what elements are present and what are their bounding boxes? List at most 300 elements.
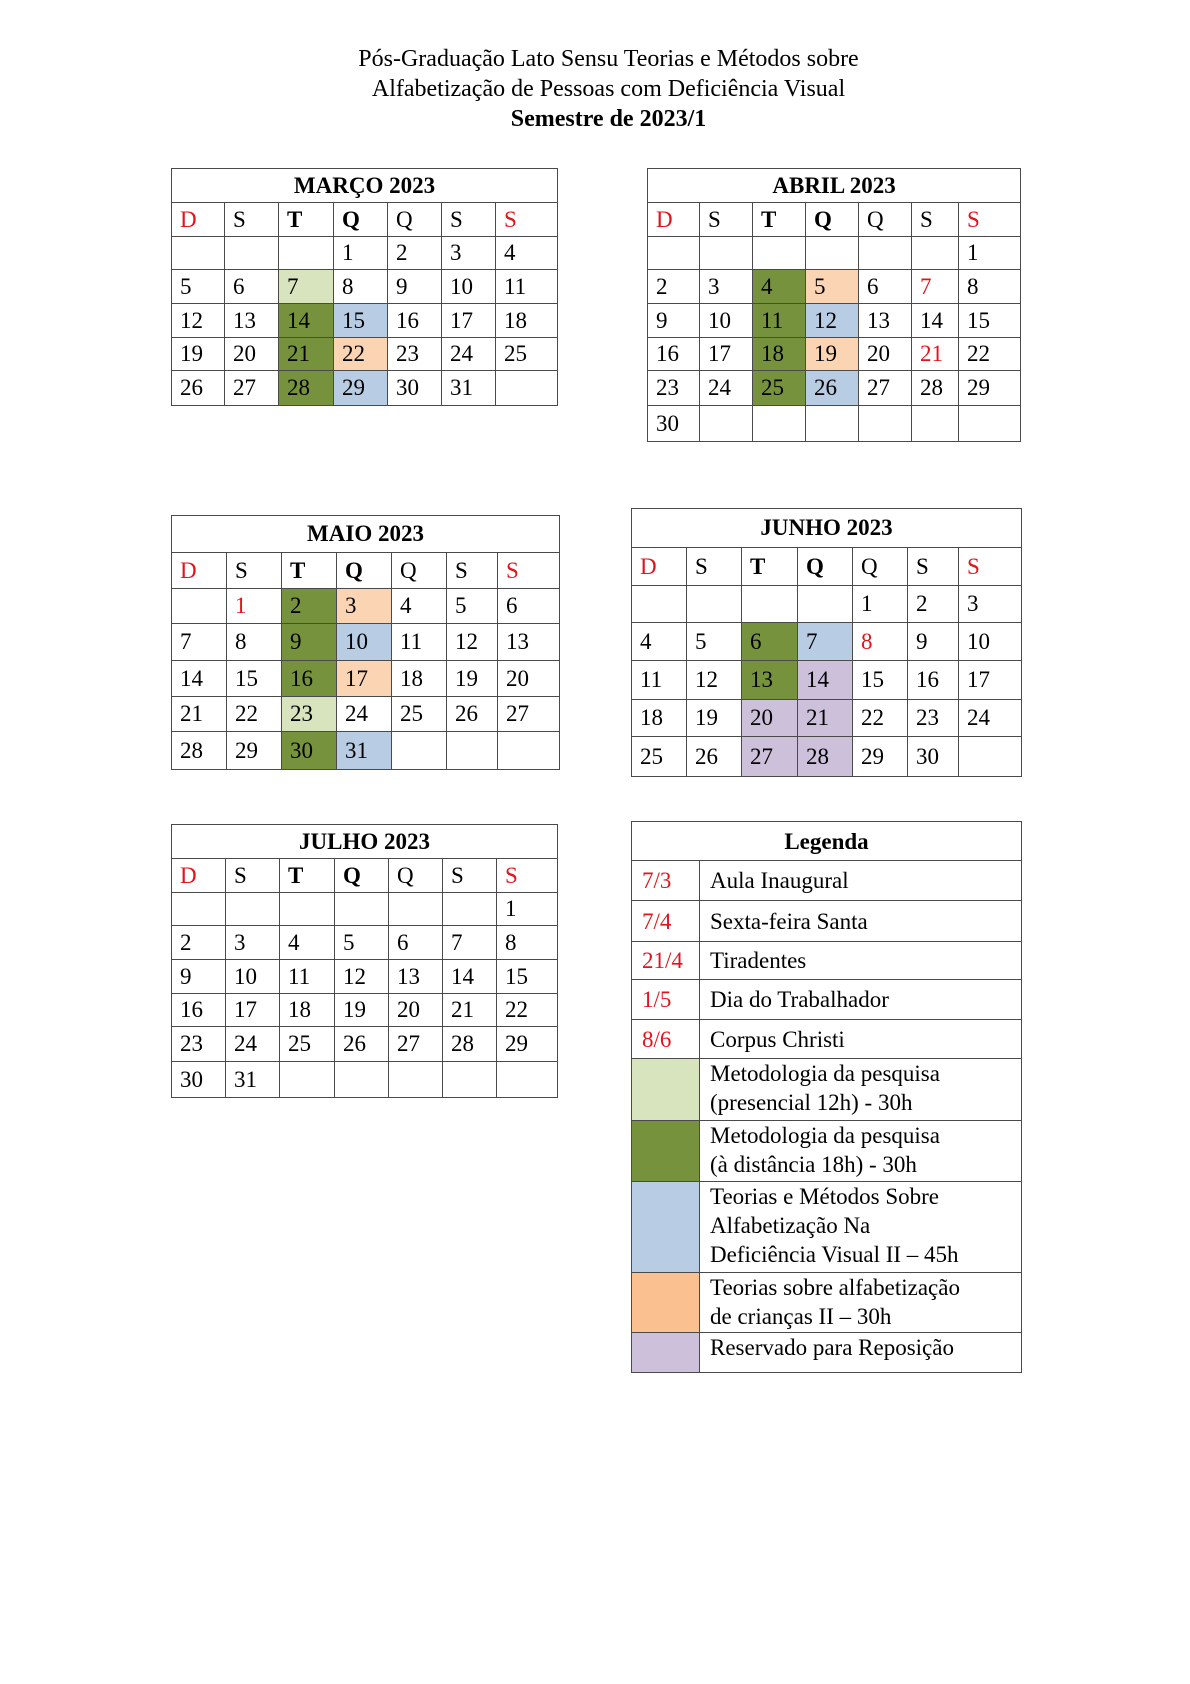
day-cell: 9 (908, 623, 959, 661)
day-cell: 8 (334, 270, 388, 304)
weekday-sunday: D (172, 203, 225, 237)
day-cell: 7 (172, 624, 227, 661)
day-cell: 3 (226, 926, 280, 960)
day-cell: 30 (908, 737, 959, 777)
day-cell: 17 (700, 338, 753, 371)
day-cell: 13 (498, 624, 560, 661)
day-cell (498, 732, 560, 770)
weekday-friday: S (443, 859, 497, 893)
weekday-sunday: D (172, 553, 227, 589)
day-cell: 30 (648, 406, 700, 442)
day-cell: 19 (687, 700, 742, 737)
day-cell (335, 893, 389, 926)
day-cell: 27 (389, 1027, 443, 1062)
day-cell-met-distancia: 18 (753, 338, 806, 371)
day-cell: 19 (172, 338, 225, 371)
day-cell: 2 (172, 926, 226, 960)
legend-holiday-row (632, 861, 1022, 901)
day-cell-met-distancia: 6 (742, 623, 798, 661)
course-label-line: Reservado para Reposição (710, 1335, 954, 1360)
month-title: MAIO 2023 (172, 516, 560, 553)
day-cell: 24 (700, 371, 753, 406)
day-cell: 26 (687, 737, 742, 777)
day-cell: 30 (172, 1062, 226, 1098)
day-cell: 6 (498, 589, 560, 624)
document-header (0, 44, 1190, 134)
day-cell: 25 (392, 697, 447, 732)
day-cell: 31 (226, 1062, 280, 1098)
day-cell: 29 (497, 1027, 558, 1062)
day-cell: 12 (335, 960, 389, 994)
legend-holiday-row (632, 980, 1022, 1020)
week-row (172, 237, 558, 270)
day-cell: 13 (225, 304, 279, 338)
day-cell (632, 586, 687, 623)
week-row (172, 926, 558, 960)
day-cell (447, 732, 498, 770)
day-cell: 12 (447, 624, 498, 661)
weekday-tuesday: T (742, 548, 798, 586)
day-cell-met-distancia: 25 (753, 371, 806, 406)
course-label-line: (à distância 18h) - 30h (710, 1152, 917, 1177)
day-cell (392, 732, 447, 770)
course-label-line: de crianças II – 30h (710, 1304, 892, 1329)
holiday-label: Dia do Trabalhador (700, 980, 1022, 1020)
day-cell: 10 (700, 304, 753, 338)
swatch-reposicao (632, 1333, 700, 1373)
week-row (172, 661, 560, 697)
day-cell: 4 (392, 589, 447, 624)
legend-course-row (632, 1121, 1022, 1182)
day-cell (687, 586, 742, 623)
day-cell-holiday: 1 (227, 589, 282, 624)
day-cell: 13 (859, 304, 912, 338)
weekday-saturday: S (959, 203, 1021, 237)
day-cell (225, 237, 279, 270)
day-cell: 15 (959, 304, 1021, 338)
day-cell: 18 (392, 661, 447, 697)
course-label-line: Metodologia da pesquisa (710, 1123, 940, 1148)
weekday-header-row (172, 203, 558, 237)
day-cell-met-distancia: 16 (282, 661, 337, 697)
day-cell (335, 1062, 389, 1098)
day-cell: 14 (172, 661, 227, 697)
day-cell: 18 (280, 994, 335, 1027)
day-cell: 17 (442, 304, 496, 338)
legend-holiday-row (632, 1020, 1022, 1059)
course-label (700, 1182, 1022, 1273)
day-cell: 20 (389, 994, 443, 1027)
day-cell: 15 (227, 661, 282, 697)
day-cell: 29 (227, 732, 282, 770)
day-cell: 14 (912, 304, 959, 338)
week-row (632, 661, 1022, 700)
day-cell: 24 (337, 697, 392, 732)
legend-course-row (632, 1333, 1022, 1373)
day-cell: 28 (443, 1027, 497, 1062)
weekday-thursday: Q (388, 203, 442, 237)
day-cell (389, 893, 443, 926)
legend-holiday-row (632, 942, 1022, 980)
day-cell (959, 406, 1021, 442)
week-row (632, 623, 1022, 661)
day-cell: 1 (334, 237, 388, 270)
day-cell: 1 (853, 586, 908, 623)
holiday-date: 21/4 (632, 942, 700, 980)
day-cell (172, 893, 226, 926)
day-cell (443, 893, 497, 926)
day-cell-teorias-metodos: 7 (798, 623, 853, 661)
calendar-april (647, 168, 1021, 442)
weekday-header-row (172, 859, 558, 893)
day-cell: 16 (648, 338, 700, 371)
weekday-monday: S (227, 553, 282, 589)
course-label-line: Teorias sobre alfabetização (710, 1275, 960, 1300)
day-cell: 31 (442, 371, 496, 406)
day-cell (496, 371, 558, 406)
weekday-thursday: Q (389, 859, 443, 893)
day-cell: 23 (172, 1027, 226, 1062)
course-label (700, 1273, 1022, 1333)
day-cell: 25 (496, 338, 558, 371)
day-cell: 12 (172, 304, 225, 338)
day-cell: 6 (225, 270, 279, 304)
day-cell-teorias-criancas: 3 (337, 589, 392, 624)
day-cell (279, 237, 334, 270)
day-cell: 11 (496, 270, 558, 304)
weekday-sunday: D (648, 203, 700, 237)
day-cell (798, 586, 853, 623)
day-cell: 28 (912, 371, 959, 406)
day-cell-met-distancia: 4 (753, 270, 806, 304)
holiday-date: 7/4 (632, 901, 700, 942)
week-row (172, 697, 560, 732)
day-cell: 26 (335, 1027, 389, 1062)
weekday-sunday: D (632, 548, 687, 586)
weekday-thursday: Q (859, 203, 912, 237)
week-row (648, 371, 1021, 406)
holiday-date: 7/3 (632, 861, 700, 901)
week-row (632, 737, 1022, 777)
weekday-wednesday: Q (337, 553, 392, 589)
weekday-thursday: Q (392, 553, 447, 589)
weekday-wednesday: Q (806, 203, 859, 237)
day-cell (700, 237, 753, 270)
header-line-1: Pós-Graduação Lato Sensu Teorias e Métodos sobre (358, 46, 859, 72)
weekday-header-row (632, 548, 1022, 586)
weekday-monday: S (226, 859, 280, 893)
day-cell (912, 237, 959, 270)
day-cell (753, 406, 806, 442)
weekday-monday: S (225, 203, 279, 237)
month-title: ABRIL 2023 (648, 169, 1021, 203)
week-row (172, 589, 560, 624)
day-cell-met-presencial: 7 (279, 270, 334, 304)
legend-course-row (632, 1182, 1022, 1273)
weekday-monday: S (700, 203, 753, 237)
day-cell: 27 (859, 371, 912, 406)
weekday-tuesday: T (282, 553, 337, 589)
weekday-thursday: Q (853, 548, 908, 586)
holiday-date: 1/5 (632, 980, 700, 1020)
day-cell: 18 (496, 304, 558, 338)
weekday-sunday: D (172, 859, 226, 893)
swatch-teorias-metodos (632, 1182, 700, 1273)
day-cell: 20 (225, 338, 279, 371)
day-cell: 2 (908, 586, 959, 623)
day-cell: 5 (687, 623, 742, 661)
swatch-met-distancia (632, 1121, 700, 1182)
day-cell: 16 (388, 304, 442, 338)
day-cell-met-distancia: 30 (282, 732, 337, 770)
week-row (632, 700, 1022, 737)
day-cell-reposicao: 14 (798, 661, 853, 700)
day-cell: 2 (388, 237, 442, 270)
course-label-line: Metodologia da pesquisa (710, 1061, 940, 1086)
course-label-line: Alfabetização Na (710, 1213, 871, 1238)
week-row (172, 270, 558, 304)
calendar-march (171, 168, 558, 406)
weekday-header-row (172, 553, 560, 589)
day-cell: 19 (447, 661, 498, 697)
day-cell: 24 (442, 338, 496, 371)
day-cell: 20 (859, 338, 912, 371)
day-cell: 30 (388, 371, 442, 406)
swatch-met-presencial (632, 1059, 700, 1121)
day-cell: 28 (172, 732, 227, 770)
weekday-saturday: S (959, 548, 1022, 586)
day-cell: 8 (497, 926, 558, 960)
day-cell: 9 (172, 960, 226, 994)
day-cell: 24 (226, 1027, 280, 1062)
weekday-saturday: S (498, 553, 560, 589)
week-row (172, 893, 558, 926)
weekday-tuesday: T (279, 203, 334, 237)
day-cell: 13 (389, 960, 443, 994)
weekday-wednesday: Q (335, 859, 389, 893)
day-cell: 10 (442, 270, 496, 304)
day-cell: 26 (447, 697, 498, 732)
day-cell: 10 (226, 960, 280, 994)
day-cell: 23 (648, 371, 700, 406)
week-row (648, 237, 1021, 270)
day-cell: 9 (648, 304, 700, 338)
weekday-tuesday: T (753, 203, 806, 237)
day-cell-reposicao: 20 (742, 700, 798, 737)
day-cell-teorias-metodos: 15 (334, 304, 388, 338)
holiday-label: Tiradentes (700, 942, 1022, 980)
week-row (648, 338, 1021, 371)
day-cell (806, 406, 859, 442)
day-cell: 2 (648, 270, 700, 304)
day-cell (389, 1062, 443, 1098)
day-cell: 6 (859, 270, 912, 304)
day-cell: 22 (959, 338, 1021, 371)
holiday-date: 8/6 (632, 1020, 700, 1059)
course-label-line: Teorias e Métodos Sobre (710, 1184, 939, 1209)
weekday-saturday: S (496, 203, 558, 237)
month-title: JUNHO 2023 (632, 509, 1022, 548)
day-cell: 18 (632, 700, 687, 737)
calendar-july (171, 824, 558, 1098)
day-cell (742, 586, 798, 623)
week-row (648, 304, 1021, 338)
calendar-may (171, 515, 560, 770)
legend-table (631, 821, 1022, 1373)
week-row (172, 338, 558, 371)
weekday-saturday: S (497, 859, 558, 893)
week-row (172, 1062, 558, 1098)
week-row (172, 732, 560, 770)
day-cell-teorias-criancas: 22 (334, 338, 388, 371)
day-cell: 1 (497, 893, 558, 926)
course-label (700, 1333, 1022, 1373)
day-cell: 15 (497, 960, 558, 994)
month-title: JULHO 2023 (172, 825, 558, 859)
legend-holiday-row (632, 901, 1022, 942)
week-row (648, 270, 1021, 304)
day-cell: 8 (959, 270, 1021, 304)
day-cell-holiday: 7 (912, 270, 959, 304)
day-cell: 17 (226, 994, 280, 1027)
day-cell: 11 (632, 661, 687, 700)
day-cell (700, 406, 753, 442)
day-cell-met-distancia: 28 (279, 371, 334, 406)
day-cell: 9 (388, 270, 442, 304)
course-label (700, 1121, 1022, 1182)
week-row (172, 624, 560, 661)
day-cell-holiday: 21 (912, 338, 959, 371)
day-cell-teorias-metodos: 26 (806, 371, 859, 406)
week-row (648, 406, 1021, 442)
day-cell: 25 (280, 1027, 335, 1062)
semester-title: Semestre de 2023/1 (510, 106, 707, 132)
day-cell-met-presencial: 23 (282, 697, 337, 732)
header-line-2: Alfabetização de Pessoas com Deficiência Visual (371, 76, 846, 102)
day-cell-teorias-metodos: 29 (334, 371, 388, 406)
day-cell: 11 (280, 960, 335, 994)
day-cell: 29 (853, 737, 908, 777)
day-cell-met-distancia: 2 (282, 589, 337, 624)
day-cell: 22 (497, 994, 558, 1027)
day-cell: 23 (908, 700, 959, 737)
day-cell: 8 (227, 624, 282, 661)
day-cell (443, 1062, 497, 1098)
day-cell: 20 (498, 661, 560, 697)
day-cell: 7 (443, 926, 497, 960)
day-cell-met-distancia: 9 (282, 624, 337, 661)
legend-title: Legenda (632, 822, 1022, 861)
day-cell-teorias-metodos: 31 (337, 732, 392, 770)
day-cell: 22 (853, 700, 908, 737)
day-cell: 27 (498, 697, 560, 732)
day-cell-teorias-criancas: 19 (806, 338, 859, 371)
week-row (632, 586, 1022, 623)
day-cell (912, 406, 959, 442)
day-cell (648, 237, 700, 270)
legend-course-row (632, 1273, 1022, 1333)
day-cell: 16 (908, 661, 959, 700)
day-cell: 27 (225, 371, 279, 406)
course-label-line: Deficiência Visual II – 45h (710, 1242, 959, 1267)
day-cell: 29 (959, 371, 1021, 406)
day-cell: 23 (388, 338, 442, 371)
course-label-line: (presencial 12h) - 30h (710, 1090, 913, 1115)
weekday-monday: S (687, 548, 742, 586)
day-cell: 3 (442, 237, 496, 270)
day-cell: 24 (959, 700, 1022, 737)
day-cell-met-distancia: 21 (279, 338, 334, 371)
week-row (172, 1027, 558, 1062)
day-cell (959, 737, 1022, 777)
day-cell: 4 (280, 926, 335, 960)
week-row (172, 371, 558, 406)
day-cell-met-distancia: 11 (753, 304, 806, 338)
day-cell: 22 (227, 697, 282, 732)
day-cell-reposicao: 28 (798, 737, 853, 777)
day-cell (859, 406, 912, 442)
day-cell: 16 (172, 994, 226, 1027)
week-row (172, 960, 558, 994)
day-cell: 17 (959, 661, 1022, 700)
day-cell-met-distancia: 13 (742, 661, 798, 700)
day-cell: 4 (496, 237, 558, 270)
day-cell: 6 (389, 926, 443, 960)
day-cell-teorias-metodos: 10 (337, 624, 392, 661)
day-cell-reposicao: 21 (798, 700, 853, 737)
weekday-friday: S (447, 553, 498, 589)
day-cell-teorias-metodos: 12 (806, 304, 859, 338)
week-row (172, 994, 558, 1027)
day-cell-met-distancia: 14 (279, 304, 334, 338)
day-cell: 5 (335, 926, 389, 960)
day-cell: 3 (959, 586, 1022, 623)
holiday-label: Sexta-feira Santa (700, 901, 1022, 942)
weekday-friday: S (908, 548, 959, 586)
day-cell: 14 (443, 960, 497, 994)
day-cell (806, 237, 859, 270)
day-cell (280, 1062, 335, 1098)
day-cell (497, 1062, 558, 1098)
weekday-wednesday: Q (798, 548, 853, 586)
day-cell (172, 589, 227, 624)
calendar-june (631, 508, 1022, 777)
course-label (700, 1059, 1022, 1121)
day-cell-teorias-criancas: 5 (806, 270, 859, 304)
day-cell: 5 (447, 589, 498, 624)
day-cell: 5 (172, 270, 225, 304)
day-cell: 26 (172, 371, 225, 406)
day-cell: 25 (632, 737, 687, 777)
day-cell: 11 (392, 624, 447, 661)
day-cell-holiday: 8 (853, 623, 908, 661)
month-title: MARÇO 2023 (172, 169, 558, 203)
day-cell: 15 (853, 661, 908, 700)
weekday-tuesday: T (280, 859, 335, 893)
day-cell: 21 (172, 697, 227, 732)
day-cell (280, 893, 335, 926)
day-cell: 21 (443, 994, 497, 1027)
day-cell: 4 (632, 623, 687, 661)
legend-course-row (632, 1059, 1022, 1121)
weekday-friday: S (442, 203, 496, 237)
weekday-header-row (648, 203, 1021, 237)
day-cell: 3 (700, 270, 753, 304)
day-cell: 10 (959, 623, 1022, 661)
day-cell: 1 (959, 237, 1021, 270)
week-row (172, 304, 558, 338)
holiday-label: Corpus Christi (700, 1020, 1022, 1059)
